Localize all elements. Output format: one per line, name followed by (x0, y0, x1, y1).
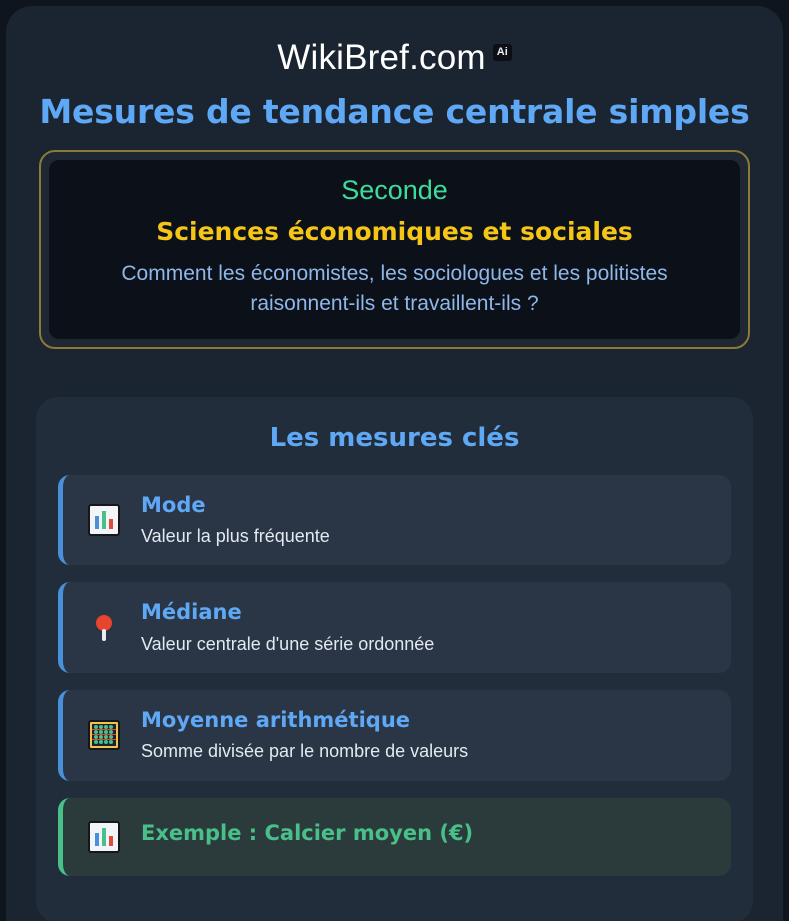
list-item (58, 475, 731, 566)
list-item (58, 798, 731, 876)
measure-text (141, 493, 713, 548)
content-card (6, 6, 783, 921)
subject-name: Sciences économiques et sociales (156, 217, 633, 247)
list-item (58, 582, 731, 673)
context-box (39, 150, 750, 349)
measure-description: Valeur la plus fréquente (141, 525, 330, 546)
measure-name: Médiane (141, 600, 242, 625)
abacus-icon (83, 714, 125, 756)
measure-text (141, 821, 713, 853)
measure-description: Valeur centrale d'une série ordonnée (141, 633, 435, 654)
round-pushpin-icon (83, 607, 125, 649)
ai-badge: Ai (493, 44, 512, 61)
measure-name: Exemple : Calcier moyen (€) (141, 820, 474, 845)
measure-name: Mode (141, 492, 206, 517)
bar-chart-icon (83, 499, 125, 541)
brand-row (24, 6, 765, 75)
measure-description: Somme divisée par le nombre de valeurs (141, 741, 469, 762)
context-box-inner (49, 160, 740, 339)
school-level: Seconde (341, 175, 448, 205)
key-measures-panel (36, 397, 753, 921)
key-measures-title: Les mesures clés (269, 422, 520, 453)
brand-name: WikiBref.com (277, 38, 486, 77)
guiding-question: Comment les économistes, les sociologues et les politistes raisonnent-ils et travaillent-ils ? (121, 262, 668, 315)
measure-name: Moyenne arithmétique (141, 708, 411, 733)
list-item (58, 690, 731, 781)
page-title: Mesures de tendance centrale simples (39, 92, 750, 131)
measure-text (141, 708, 713, 763)
bar-chart-icon (83, 816, 125, 858)
measure-text (141, 600, 713, 655)
